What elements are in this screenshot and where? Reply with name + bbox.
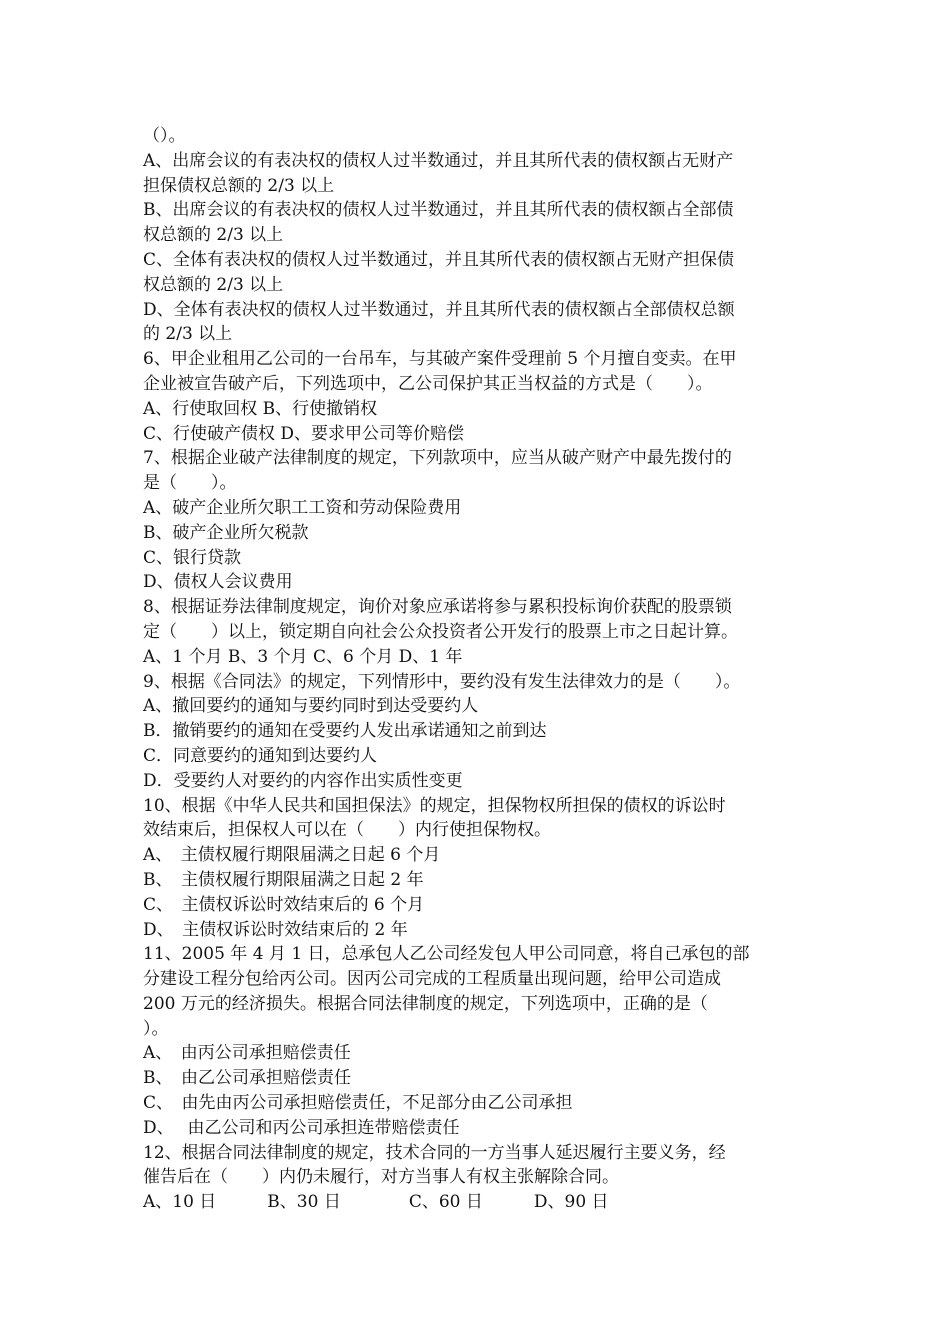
text-line: 效结束后，担保权人可以在（ ）内行使担保物权。 [143,820,551,841]
text-line: 10、根据《中华人民共和国担保法》的规定，担保物权所担保的债权的诉讼时 [143,795,726,816]
text-line: 催告后在（ ）内仍未履行，对方当事人有权主张解除合同。 [143,1167,619,1188]
text-line: A、 由丙公司承担赔偿责任 [143,1043,351,1064]
text-line: A、1 个月 B、3 个月 C、6 个月 D、1 年 [143,646,463,667]
text-line: A、 主债权履行期限届满之日起 6 个月 [143,845,441,866]
text-line: B、 主债权履行期限届满之日起 2 年 [143,869,424,890]
text-line: C、 主债权诉讼时效结束后的 6 个月 [143,894,425,915]
text-line: 11、2005 年 4 月 1 日，总承包人乙公司经发包人甲公司同意，将自己承包的部 [143,944,750,965]
text-line: A、行使取回权 B、行使撤销权 [143,398,378,419]
text-line: 9、根据《合同法》的规定，下列情形中，要约没有发生法律效力的是（ ）。 [143,671,741,692]
text-line: B、 由乙公司承担赔偿责任 [143,1068,351,1089]
text-line: 6、甲企业租用乙公司的一台吊车，与其破产案件受理前 5 个月擅自变卖。在甲 [143,349,737,370]
text-line: 200 万元的经济损失。根据合同法律制度的规定，下列选项中，正确的是（ [143,993,708,1014]
text-line: 7、根据企业破产法律制度的规定，下列款项中，应当从破产财产中最先拨付的 [143,448,732,469]
text-line: C、银行贷款 [143,547,242,568]
text-line: D、债权人会议费用 [143,572,293,593]
text-line: A、10 日 B、30 日 C、60 日 D、90 日 [143,1192,609,1213]
text-line: B、出席会议的有表决权的债权人过半数通过，并且其所代表的债权额占全部债 [143,200,734,221]
text-line: D、 由乙公司和丙公司承担连带赔偿责任 [143,1117,460,1138]
text-line: D、 主债权诉讼时效结束后的 2 年 [143,919,408,940]
text-line: 权总额的 2/3 以上 [143,274,284,295]
document-body [143,124,823,1215]
text-line: B．撤销要约的通知在受要约人发出承诺通知之前到达 [143,721,547,742]
text-line: ）。 [143,1018,169,1039]
text-line: 的 2/3 以上 [143,324,233,345]
text-line: C、 由先由丙公司承担赔偿责任，不足部分由乙公司承担 [143,1093,573,1114]
text-line: 分建设工程分包给丙公司。因丙公司完成的工程质量出现问题，给甲公司造成 [143,969,721,990]
text-line: 12、根据合同法律制度的规定，技术合同的一方当事人延迟履行主要义务，经 [143,1142,726,1163]
text-line: B、破产企业所欠税款 [143,522,309,543]
text-line: C、行使破产债权 D、要求甲公司等价赔偿 [143,423,465,444]
text-line: C．同意要约的通知到达要约人 [143,745,378,766]
text-line: D、全体有表决权的债权人过半数通过，并且其所代表的债权额占全部债权总额 [143,299,735,320]
text-line: A、撤回要约的通知与要约同时到达受要约人 [143,696,479,717]
text-line: D．受要约人对要约的内容作出实质性变更 [143,770,463,791]
text-line: 是（ ）。 [143,473,237,494]
text-line: （）。 [143,126,186,146]
text-line: A、出席会议的有表决权的债权人过半数通过，并且其所代表的债权额占无财产 [143,150,734,171]
text-line: 8、根据证券法律制度规定，询价对象应承诺将参与累积投标询价获配的股票锁 [143,597,732,618]
text-line: 担保债权总额的 2/3 以上 [143,175,335,196]
text-line: 定（ ）以上，锁定期自向社会公众投资者公开发行的股票上市之日起计算。 [143,621,738,642]
text-line: A、破产企业所欠职工工资和劳动保险费用 [143,497,462,518]
text-line: 权总额的 2/3 以上 [143,225,284,246]
text-line: 企业被宣告破产后，下列选项中，乙公司保护其正当权益的方式是（ ）。 [143,373,713,394]
text-line: C、全体有表决权的债权人过半数通过，并且其所代表的债权额占无财产担保债 [143,249,735,270]
